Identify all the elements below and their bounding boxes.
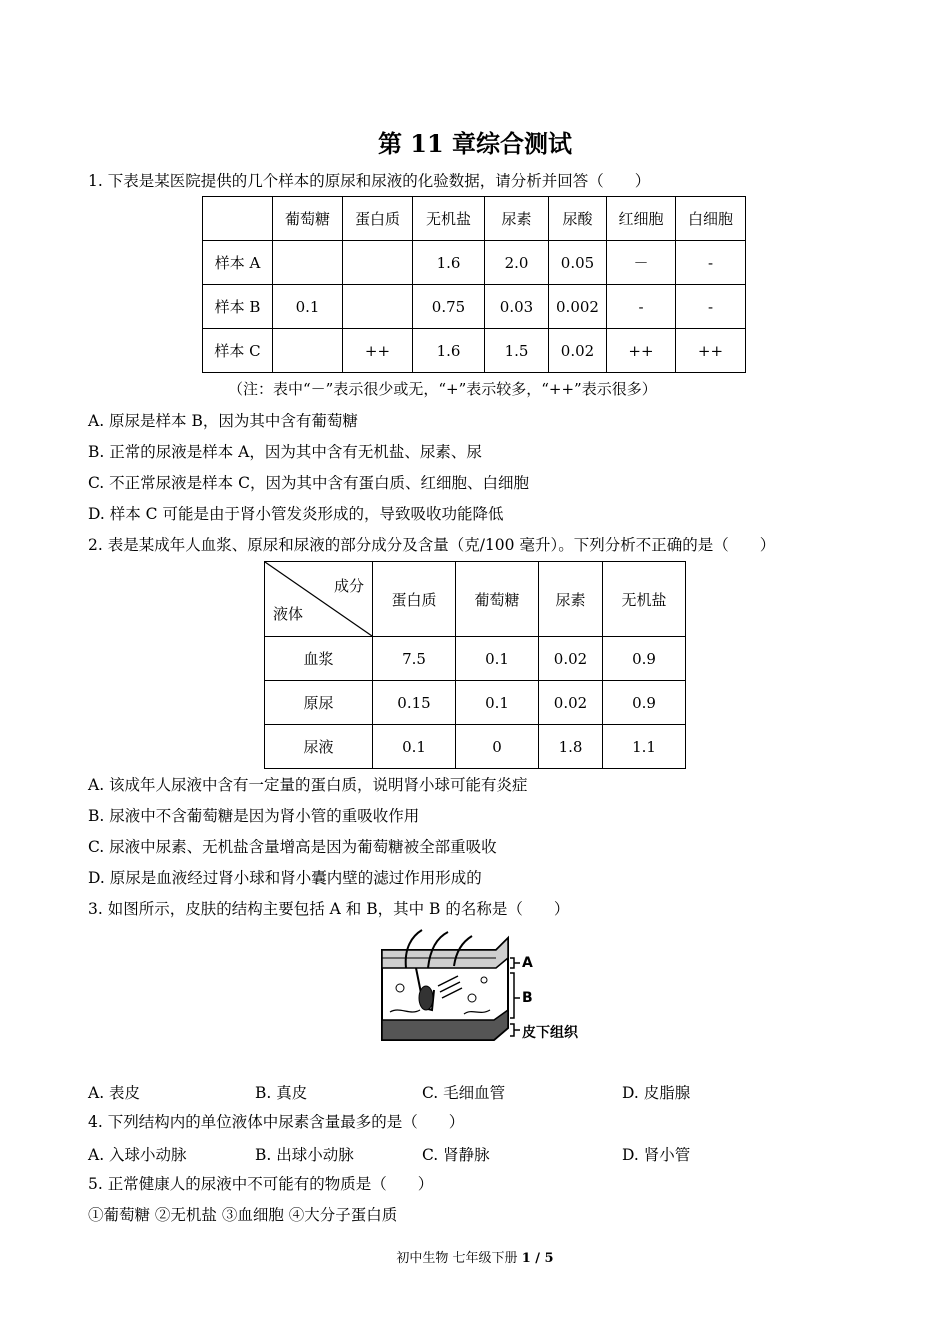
table-cell: ++ bbox=[607, 329, 676, 373]
page-footer bbox=[0, 1247, 950, 1266]
table-row bbox=[265, 681, 686, 725]
q5-stem: 5. 正常健康人的尿液中不可能有的物质是（ ） bbox=[88, 1175, 434, 1193]
figure-label-subcutaneous: 皮下组织 bbox=[522, 1025, 578, 1041]
table-header-cell: 葡萄糖 bbox=[456, 562, 539, 637]
table-header-cell: 无机盐 bbox=[413, 197, 485, 241]
q3-option-d: D. 皮脂腺 bbox=[622, 1084, 691, 1102]
table-cell: 1.6 bbox=[413, 329, 485, 373]
table-cell: 0.1 bbox=[456, 681, 539, 725]
q1-option-a: A. 原尿是样本 B，因为其中含有葡萄糖 bbox=[88, 412, 358, 430]
table-cell: 0 bbox=[456, 725, 539, 769]
figure-label-a: A bbox=[522, 955, 533, 971]
table-row bbox=[203, 285, 746, 329]
table-cell bbox=[343, 285, 413, 329]
table-header-row bbox=[203, 197, 746, 241]
table-cell: 样本 B bbox=[203, 285, 273, 329]
q3-option-c: C. 毛细血管 bbox=[422, 1084, 506, 1102]
q1-stem: 1. 下表是某医院提供的几个样本的原尿和尿液的化验数据，请分析并回答（ ） bbox=[88, 172, 651, 190]
table-header-row bbox=[265, 562, 686, 637]
table-cell: - bbox=[676, 285, 746, 329]
table-cell: 7.5 bbox=[373, 637, 456, 681]
table-header-cell: 蛋白质 bbox=[343, 197, 413, 241]
corner-label-bottom: 液体 bbox=[273, 605, 304, 623]
q4-option-a: A. 入球小动脉 bbox=[88, 1146, 187, 1164]
table-cell: 0.1 bbox=[273, 285, 343, 329]
table-cell bbox=[343, 241, 413, 285]
q4-option-c: C. 肾静脉 bbox=[422, 1146, 490, 1164]
table-cell: 原尿 bbox=[265, 681, 373, 725]
table-cell: 2.0 bbox=[485, 241, 549, 285]
diagonal-line bbox=[265, 562, 372, 636]
q2-table bbox=[264, 561, 686, 769]
table-cell: 0.02 bbox=[539, 637, 603, 681]
q1-option-c: C. 不正常尿液是样本 C，因为其中含有蛋白质、红细胞、白细胞 bbox=[88, 474, 529, 492]
table-header-cell: 葡萄糖 bbox=[273, 197, 343, 241]
table-header-cell: 红细胞 bbox=[607, 197, 676, 241]
table-cell: 样本 C bbox=[203, 329, 273, 373]
q2-stem: 2. 表是某成年人血浆、原尿和尿液的部分成分及含量（克/100 毫升）。下列分析不正确的是（ ） bbox=[88, 536, 776, 554]
table-cell bbox=[273, 241, 343, 285]
q2-option-c: C. 尿液中尿素、无机盐含量增高是因为葡萄糖被全部重吸收 bbox=[88, 838, 497, 856]
table-row bbox=[265, 725, 686, 769]
table-cell: － bbox=[607, 241, 676, 285]
q2-option-b: B. 尿液中不含葡萄糖是因为肾小管的重吸收作用 bbox=[88, 807, 420, 825]
q4-option-d: D. 肾小管 bbox=[622, 1146, 691, 1164]
q1-note: （注：表中“－”表示很少或无，“+”表示较多，“++”表示很多） bbox=[228, 380, 657, 398]
table-cell: 0.002 bbox=[549, 285, 607, 329]
table-header-cell bbox=[203, 197, 273, 241]
table-header-cell: 尿素 bbox=[539, 562, 603, 637]
table-cell: - bbox=[607, 285, 676, 329]
q4-option-b: B. 出球小动脉 bbox=[255, 1146, 354, 1164]
q3-option-a: A. 表皮 bbox=[88, 1084, 141, 1102]
table-cell: ++ bbox=[676, 329, 746, 373]
table-cell: 1.5 bbox=[485, 329, 549, 373]
table-cell: 0.75 bbox=[413, 285, 485, 329]
table-row bbox=[203, 329, 746, 373]
q2-option-a: A. 该成年人尿液中含有一定量的蛋白质，说明肾小球可能有炎症 bbox=[88, 776, 528, 794]
table-cell: 0.9 bbox=[603, 681, 686, 725]
table-cell: ++ bbox=[343, 329, 413, 373]
table-corner-cell bbox=[265, 562, 373, 637]
table-cell: 0.1 bbox=[373, 725, 456, 769]
q1-option-d: D. 样本 C 可能是由于肾小管发炎形成的，导致吸收功能降低 bbox=[88, 505, 504, 523]
table-row bbox=[203, 241, 746, 285]
q1-option-b: B. 正常的尿液是样本 A，因为其中含有无机盐、尿素、尿 bbox=[88, 443, 482, 461]
table-cell: - bbox=[676, 241, 746, 285]
page-title: 第 11 章综合测试 bbox=[377, 129, 573, 158]
table-cell: 1.6 bbox=[413, 241, 485, 285]
table-cell: 0.05 bbox=[549, 241, 607, 285]
q5-items: ①葡萄糖 ②无机盐 ③血细胞 ④大分子蛋白质 bbox=[88, 1206, 398, 1224]
table-header-cell: 蛋白质 bbox=[373, 562, 456, 637]
table-cell bbox=[273, 329, 343, 373]
q3-stem: 3. 如图所示，皮肤的结构主要包括 A 和 B，其中 B 的名称是（ ） bbox=[88, 900, 570, 918]
table-cell: 0.02 bbox=[549, 329, 607, 373]
table-header-cell: 尿素 bbox=[485, 197, 549, 241]
skin-structure-figure bbox=[376, 928, 591, 1050]
table-header-cell: 无机盐 bbox=[603, 562, 686, 637]
table-header-cell: 白细胞 bbox=[676, 197, 746, 241]
footer-text: 初中生物 七年级下册 bbox=[396, 1251, 522, 1266]
table-cell: 1.1 bbox=[603, 725, 686, 769]
page-number: 1 / 5 bbox=[521, 1251, 554, 1266]
table-header-cell: 尿酸 bbox=[549, 197, 607, 241]
table-cell: 尿液 bbox=[265, 725, 373, 769]
table-cell: 0.02 bbox=[539, 681, 603, 725]
table-cell: 样本 A bbox=[203, 241, 273, 285]
q1-table bbox=[202, 196, 746, 373]
q3-option-b: B. 真皮 bbox=[255, 1084, 308, 1102]
table-cell: 0.03 bbox=[485, 285, 549, 329]
figure-label-b: B bbox=[522, 990, 533, 1006]
q4-stem: 4. 下列结构内的单位液体中尿素含量最多的是（ ） bbox=[88, 1113, 465, 1131]
table-cell: 0.15 bbox=[373, 681, 456, 725]
table-cell: 0.1 bbox=[456, 637, 539, 681]
q2-option-d: D. 原尿是血液经过肾小球和肾小囊内壁的滤过作用形成的 bbox=[88, 869, 482, 887]
table-cell: 0.9 bbox=[603, 637, 686, 681]
table-cell: 血浆 bbox=[265, 637, 373, 681]
table-cell: 1.8 bbox=[539, 725, 603, 769]
table-row bbox=[265, 637, 686, 681]
corner-label-top: 成分 bbox=[333, 577, 364, 595]
